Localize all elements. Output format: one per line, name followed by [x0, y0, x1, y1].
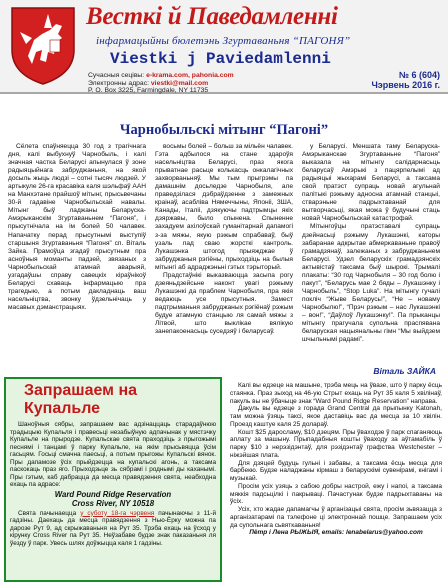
- kupalle-details-column: [230, 382, 442, 582]
- site-value[interactable]: e-krama.com, pahonia.com: [146, 72, 234, 79]
- article-paragraph: Мітынгоўцы пратэставалі супраць дзейнасьці рэжыму Лукашэнкі, каторы забаранае адкрытае абмеркаваньне правоў грамадзянаў, залежаных з забруджаньнем Беларусі. Удзел беларускіх грамадзянскіх актывістаў таксама быў шырокі. Трымалі плакаты: “30 год Чарнобыля – 30 год болю і пакут”, “Беларусь мае 2 бяды – Лукашэнку і Чарнобыль”, “Stop Luka”. На мітынгу гучалі покліч “Жыве Беларусь!”, “Не – новаму Чарнобылю!”, “Прэч рэжым – нас Лукашэнкі – вон!”, “Даўлоў Лукашэнку!”. Па прыканцы мітынгу прагучала супольна праспявана беларуская нацыянальны гімн “Мы выйдзем шчыльнымі радамі”.: [302, 223, 440, 344]
- kupalle-invitation-box: [4, 377, 222, 582]
- pahonia-knight-emblem: [6, 4, 80, 86]
- details-paragraph: Калі вы едзеце на машыне, трэба мець на ўвазе, што ў парку ёсць стаянка. Праз зыход на 46-ую Стрыт ехаць на Рут 35 каля 5 хвілінаў, пакуль вы не ўбачыце знак “Ward Pound Ridge Reservation” направа.: [230, 382, 442, 405]
- article-paragraph: Прадстаўнікі выказваюцца засыпа рогу дзеяньдзейсьне наконт увагі рэжыму Лукашэнкі да праблем Чарнобыля, пра якія ведаюць усе прысутныя. Замест падтрыманьня забруджаных рэгіёнаў рэжым будуе атамную станцыю ля самай мяжы з Літвой, што выклікае вялікую занепакоенасьць суседзяў і беларусаў.: [155, 271, 293, 336]
- article-column-2: [155, 143, 293, 363]
- article-paragraph: восьмы болей – больш за мільён чалавек. Гэта адбылося на стане здароўя насельніцтва Беларусі, праз якога прыватнае расьце колькасць онкалагічных захворваньняў. Мы тым прыгрэмы па дамашнім досьледзе Чарнобыля, але праведзілася дэбраўдзенне з замежных краінаў, асабліва Нямеччыны, Японіі, ЗША, Канады, Італіі, дзякуючы падтрымцы якіх дзяржавы, было спынена. Спыненне захадуем ахілоўскай гуманітарнай дапамогі з-за мяжы, якую рэжым спрабаваў, быў узаль пад сваю жорсткі кантроль. Лукашэнка штогод прыяжджае ў забруджаныя рэгіёны, прыходзіць на былыя мітынгі аб адраджэньні гэтых тэрыторый.: [155, 143, 293, 271]
- main-article: [8, 143, 440, 363]
- article-paragraph: у Беларусі. Меншата таму Беларуска-Амэрыканскае Згуртаваньне “Пагоня” выказала на мітынгу салідарнасьць беларусаў Амэрыкі з пацярпелымі ад радыяцыі жыхарамі Беларусі, а таксама свой пратэст супраць новай агульнай палітыкі рэжыму адносна атамнай станцыі, стварэньне падрыхтаванай для вытворчасьці, якая можа ў будучыні стаць новай Чарнобыльскай катастрофай.: [302, 143, 440, 223]
- article-paragraph: Сёлета спаўняецца 30 год з трагічнага дня, калі выбухнуў Чарнобыль, і калі значная частка Беларусі апынулася ў зоне радыяцыйнага забруджаньня, на якой досыль жыць людзі – сотні тысяч людзей. У артыкуле 26-га красавіка каля шэльфаў ААН на Манхэтане прайшоў мітынг, прысьвечаны 30-й гадавіне Чарнобыльскай навалы. Мітынг быў ладжаны Беларуска-Амэрыканскім Згуртаваньнем “Пагоня”, і прысутнічала на ім болей 50 чалавек. Напачатку перад прысутнымі выступіў старшыня Згуртаваньня “Пагоня” сп. Віталь Зайка. Прамоўца згадаў прысутным пра асноўныя моманты падзей, звязаных з Чарнобыльскай атамнай аварыяй, узгадаўшы справу савецкіх кіраўнікоў Беларусі схаваць інфармацыю пра трагедыю, а потым дакладнаць ваш насельніцтва, звонку ўдзельнічаць у масавых дэманстрацыях.: [8, 143, 146, 311]
- email-label: Электронны адрас:: [88, 79, 150, 87]
- article-byline: Віталь ЗАЙКА: [373, 366, 436, 376]
- postal-address: P. O. Box 3225, Farmingdale, NY 11735: [88, 87, 209, 94]
- venue-line-1: Ward Pound Ridge Reservation: [54, 489, 172, 499]
- kupalle-intro: Шаноўныя сябры, запрашаем вас адзінаццаць старадаўнюю традыцыю Купальля і правесьці незабыўную адпачынак у мястэчку Купальле на прыродзе. Купальскае свята праходзіць з прыгожымі песнямі і танцамі ў парку Купальле, на якім прысьвяцца ўсім гасьцям. Госьці смачна паесьці, а потым прыгожы Купальскі вянок. Пры дапамозе ўсіх прыйдзецца на купальскі агонь, а таксама паскокаць праз яго. Прыходзьце зь сябрамі і роднымі ды каханымі. Пры гэтым, каб дабрацца да месца правядзення свята, неабходна ехаць па адрасе:: [10, 421, 216, 488]
- details-paragraph: Дакуль вы едзеце з горада Grand Central да прыпынку Katonah, там можна ўзяць таксі, якое даставіць вас да месца за 10 хвілін. Проезд каштуе каля 25 долараў.: [230, 405, 442, 428]
- details-paragraph: Просім усіх узяць з сабою добры настрой, ежу і напоі, а таксама мяккія падсьцілкі і пакрываці. Пачастунак будзе падрыхтаваны на ўсіх.: [230, 482, 442, 506]
- organizers-email[interactable]: lenabelarus@yahoo.com: [346, 529, 423, 537]
- email-value[interactable]: viestki@mail.com: [150, 79, 209, 87]
- schedule-suffix: пачынаючы з 11-й гадзіны. Даехаць да месца правядзення з Нью-Ёрку можна па дарозе Рут 9, ад скрыжаваньня на Рут 35. Трэба ехаць на ўсход у кірунку Cross River па Рут 35. Неўзабаве будзе знак паказаньня ля ўезду ў парк. Увесь шлях доўжыцца каля 1 гадзіны.: [10, 509, 217, 547]
- venue-name: [10, 490, 216, 508]
- details-paragraph: Усіх, хто жадае дапамагчы ў арганізацыі свята, просім зьвязацца з арганізатарамі па тэлефоне ці электроннай пошце. Запрашаем усіх да супольнага сьвяткаваньня!: [230, 506, 442, 529]
- organizers-signature: [230, 529, 442, 537]
- venue-line-2: Cross River, NY 10518: [71, 498, 155, 508]
- issue-date: Чэрвень 2016 г.: [371, 80, 440, 90]
- newsletter-subtitle: інфармацыйны бюлетэнь Згуртаваньня “ПАГОНЯ”: [96, 35, 351, 47]
- article-column-3: [302, 143, 440, 363]
- contact-info: [88, 72, 234, 95]
- organizers-names: Пётр і Лена РЫЖЫЯ, emails:: [249, 529, 347, 537]
- newsletter-title: Весткі й Паведамленні: [86, 3, 338, 30]
- main-headline: Чарнобыльскі мітынг “Пагоні”: [119, 122, 329, 138]
- issue-number: № 6 (604): [398, 70, 440, 80]
- newsletter-title-latin: Viestki j Paviedamlenni: [110, 50, 331, 68]
- article-column-1: [8, 143, 146, 363]
- site-label: Сучасныя сецівы:: [88, 72, 145, 79]
- details-paragraph: Для дзяцей будуць гульні і забавы, а таксама ёсць месца для барбекю. Будзе наладжаны кірмаш з беларускімі сувенірамі, кнігамі і музыкай.: [230, 459, 442, 482]
- issue-info: [371, 70, 440, 90]
- details-paragraph: Кошт $25 даросламу, $10 дзецям. Пры ўваходзе ў парк спаганяюць аплату за машыну. Прыпадабныя кошты ўваходу за аўтамабіль ў парку $10 з нерэзідэнтаў, для рэзідэнтаў графства Westchester – ніжэйшая плата.: [230, 428, 442, 459]
- masthead: [0, 0, 448, 94]
- kupalle-title: Запрашаем на Купальле: [24, 382, 138, 417]
- kupalle-schedule: [10, 510, 216, 548]
- event-date: у суботу 18-га чэрвеня: [80, 509, 155, 517]
- schedule-prefix: Свята пачынаецца: [18, 509, 81, 517]
